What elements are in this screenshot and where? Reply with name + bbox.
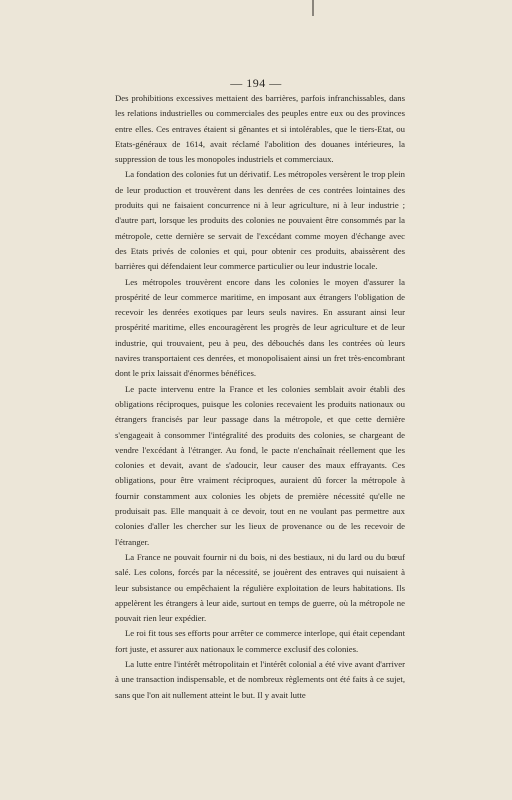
paragraph: Des prohibitions excessives mettaient des barrières, parfois infranchissables, dans les relations industrielles ou commerciales des peuples entre eux ou des provinces entre elles. Ces entraves étaient si gênantes et si intolérables, que le tiers-Etat, ou Etats-généraux de 1614, avait réclamé l'abolition des douanes intérieures, la suppression de tous les monopoles industriels et commerciaux. [115, 93, 405, 165]
paragraph: Le pacte intervenu entre la France et les colonies semblait avoir établi des obligations réciproques, puisque les colonies recevaient les produits nationaux ou étrangers francisés par leur passage dans la métropole, et que cette dernière s'engageait à consommer l'intégralité des produits des colonies, se chargeant de vendre l'excédant à l'étranger. Au fond, le pacte n'enchaînait réellement que les colonies et devait, avant de s'adoucir, leur causer des maux effrayants. Ces obligations, pour être vraiment réciproques, auraient dû forcer la métropole à fournir constamment aux colonies les objets de première nécessité qu'elle ne produisait pas. Elle manquait à ce devoir, tout en ne voulant pas permettre aux colonies d'aller les chercher sur les lieux de provenance ou de les recevoir de l'étranger. [115, 383, 405, 547]
paragraph: Les métropoles trouvèrent encore dans les colonies le moyen d'assurer la prospérité de leur commerce maritime, en imposant aux étrangers l'obligation de recevoir les denrées exotiques par leurs seuls navires. En assurant ainsi leur prospérité maritime, elles encouragèrent les progrès de leur agriculture et de leur industrie, qui trouvaient, peu à peu, des débouchés dans les contrées où leurs navires transportaient ces denrées, et monopolisaient ainsi un fret très-encombrant dont le prix laissait d'énormes bénéfices. [115, 276, 405, 379]
paragraph: La France ne pouvait fournir ni du bois, ni des bestiaux, ni du lard ou du bœuf salé. Les colons, forcés par la nécessité, se jouèrent des entraves qui nuisaient à leur subsistance ou empêchaient la régulière exploitation de leurs habitations. Ils appelèrent les étrangers à leur aide, surtout en temps de guerre, où la métropole ne pouvait rien leur expédier. [115, 551, 405, 624]
scan-edge-mark [312, 0, 314, 16]
body-text [115, 91, 405, 703]
paragraph: La lutte entre l'intérêt métropolitain et l'intérêt colonial a été vive avant d'arriver à une transaction indispensable, et de nombreux règlements ont été faits à ce sujet, sans que l'on ait nullement atteint le but. Il y avait lutte [115, 658, 405, 700]
paragraph: Le roi fit tous ses efforts pour arrêter ce commerce interlope, qui était cependant fort juste, et assurer aux nationaux le commerce exclusif des colonies. [115, 628, 405, 654]
page-number: — 194 — [230, 76, 282, 90]
paragraph: La fondation des colonies fut un dérivatif. Les métropoles versèrent le trop plein de leur production et trouvèrent dans les denrées de ces contrées lointaines des produits qui ne faisaient concurrence ni à leur agriculture, ni à leur industrie ; d'autre part, lorsque les produits des colonies ne pouvaient être consommés par la métropole, cette dernière se servait de l'excédant comme moyen d'échange avec des Etats privés de colonies et qui, pour obtenir ces produits, abaissèrent des barrières qui défendaient leur commerce particulier ou leur industrie locale. [115, 169, 405, 272]
